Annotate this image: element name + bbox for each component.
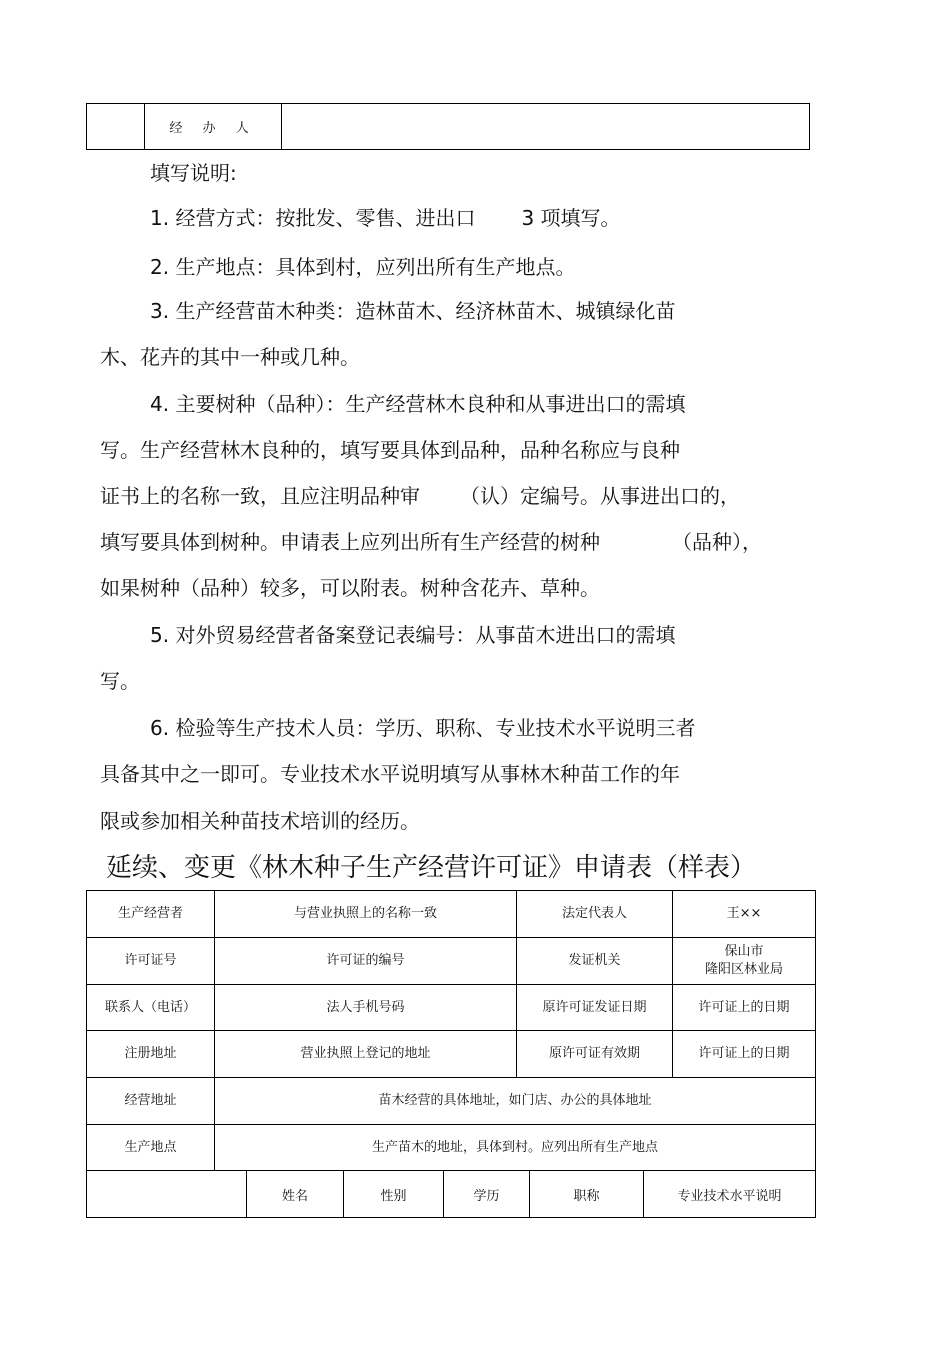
form-title: 延续、变更《林木种子生产经营许可证》申请表（样表） <box>106 853 757 883</box>
staff-blank-cell <box>87 1171 247 1218</box>
field-label: 注册地址 <box>87 1031 215 1078</box>
staff-header-name: 姓名 <box>247 1171 344 1218</box>
instruction-3-line-2: 木、花卉的其中一种或几种。 <box>100 345 360 369</box>
instruction-4-line-5: 如果树种（品种）较多，可以附表。树种含花卉、草种。 <box>100 576 600 600</box>
field-label: 原许可证有效期 <box>517 1031 673 1078</box>
field-value[interactable] <box>673 938 816 985</box>
instruction-2: 2. 生产地点：具体到村，应列出所有生产地点。 <box>150 255 576 279</box>
table-row <box>87 985 816 1031</box>
field-value[interactable]: 王×× <box>673 891 816 938</box>
field-value[interactable]: 营业执照上登记的地址 <box>215 1031 517 1078</box>
blank-cell <box>87 104 145 150</box>
instruction-4-line-2: 写。生产经营林木良种的，填写要具体到品种，品种名称应与良种 <box>100 438 680 462</box>
instruction-1: 1. 经营方式：按批发、零售、进出口 3 项填写。 <box>150 206 621 230</box>
handler-value[interactable] <box>282 104 810 150</box>
table-row <box>87 1125 816 1171</box>
application-table <box>86 890 816 1171</box>
field-label: 发证机关 <box>517 938 673 985</box>
issuer-line-1: 保山市 <box>724 944 764 959</box>
table-row <box>87 1031 816 1078</box>
instruction-6-line-3: 限或参加相关种苗技术培训的经历。 <box>100 809 420 833</box>
table-row <box>87 1078 816 1125</box>
field-value[interactable]: 许可证的编号 <box>215 938 517 985</box>
field-value[interactable]: 法人手机号码 <box>215 985 517 1031</box>
field-label: 原许可证发证日期 <box>517 985 673 1031</box>
table-row <box>87 938 816 985</box>
instruction-6-line-1: 6. 检验等生产技术人员：学历、职称、专业技术水平说明三者 <box>150 716 696 740</box>
staff-table <box>86 1170 816 1218</box>
field-value[interactable]: 许可证上的日期 <box>673 1031 816 1078</box>
handler-label: 经 办 人 <box>145 104 282 150</box>
table-row <box>87 891 816 938</box>
field-label: 生产经营者 <box>87 891 215 938</box>
instruction-4-line-3: 证书上的名称一致，且应注明品种审 （认）定编号。从事进出口的， <box>100 484 740 508</box>
field-label: 联系人（电话） <box>87 985 215 1031</box>
instruction-6-line-2: 具备其中之一即可。专业技术水平说明填写从事林木种苗工作的年 <box>100 762 680 786</box>
instruction-3-line-1: 3. 生产经营苗木种类：造林苗木、经济林苗木、城镇绿化苗 <box>150 299 676 323</box>
instruction-5-line-1: 5. 对外贸易经营者备案登记表编号：从事苗木进出口的需填 <box>150 623 676 647</box>
staff-header-gender: 性别 <box>344 1171 444 1218</box>
field-label: 法定代表人 <box>517 891 673 938</box>
field-value[interactable]: 许可证上的日期 <box>673 985 816 1031</box>
field-label: 经营地址 <box>87 1078 215 1125</box>
staff-header-skill: 专业技术水平说明 <box>644 1171 816 1218</box>
issuer-line-2: 隆阳区林业局 <box>704 962 783 977</box>
staff-header-title: 职称 <box>530 1171 644 1218</box>
field-label: 生产地点 <box>87 1125 215 1171</box>
instruction-4-line-1: 4. 主要树种（品种）：生产经营林木良种和从事进出口的需填 <box>150 392 686 416</box>
instruction-5-line-2: 写。 <box>100 669 140 693</box>
field-label: 许可证号 <box>87 938 215 985</box>
instructions-heading: 填写说明: <box>150 161 237 185</box>
field-value[interactable]: 苗木经营的具体地址，如门店、办公的具体地址 <box>215 1078 816 1125</box>
field-value[interactable]: 与营业执照上的名称一致 <box>215 891 517 938</box>
field-value[interactable]: 生产苗木的地址，具体到村。应列出所有生产地点 <box>215 1125 816 1171</box>
handler-table <box>86 103 810 150</box>
instruction-4-line-4: 填写要具体到树种。申请表上应列出所有生产经营的树种 （品种）， <box>100 530 762 554</box>
table-row <box>87 1171 816 1218</box>
staff-header-education: 学历 <box>444 1171 530 1218</box>
